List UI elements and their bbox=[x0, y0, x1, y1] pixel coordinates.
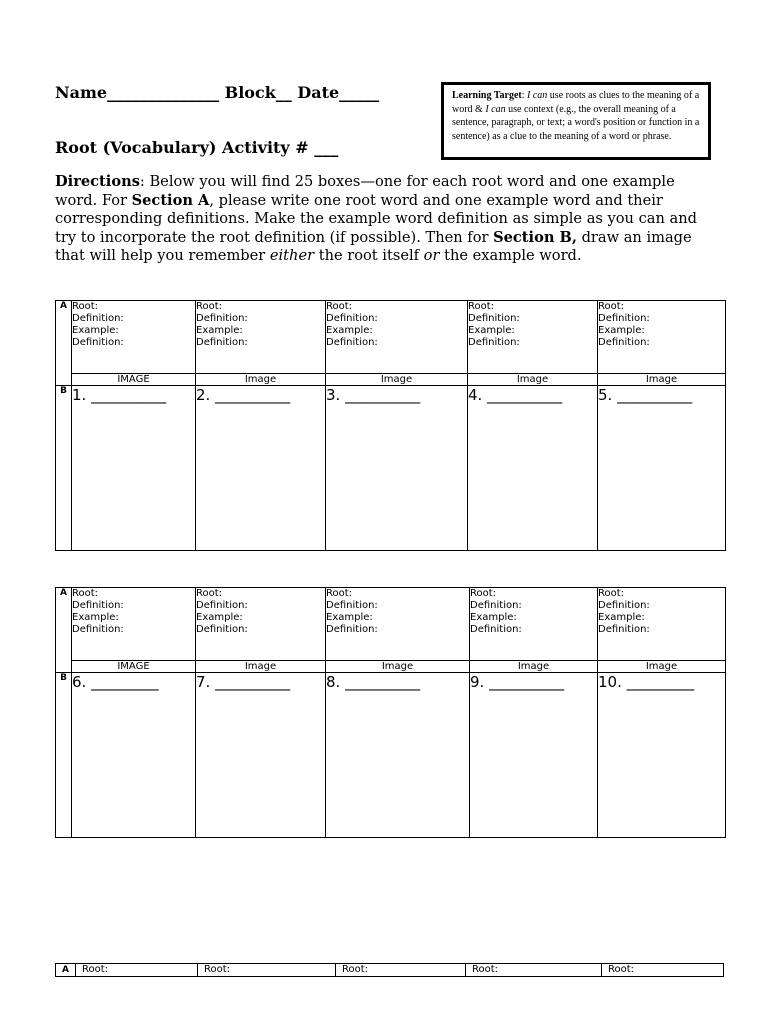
definition-label: Definition: bbox=[598, 600, 650, 611]
image-drawing-cell[interactable] bbox=[326, 386, 468, 551]
root-entry-cell[interactable] bbox=[196, 588, 326, 661]
image-label: Image bbox=[470, 661, 598, 673]
learning-target-label: Learning Target bbox=[452, 90, 522, 101]
root-label: Root: bbox=[608, 964, 635, 975]
section-a-row bbox=[56, 588, 726, 661]
box-number: 3. __________ bbox=[326, 386, 421, 404]
image-label-row bbox=[56, 374, 726, 386]
learning-target-text-3: use context (e.g., the overall meaning of a sentence, paragraph, or text; a word's position or function in a sentence) as a clue to the meaning of a word or phrase. bbox=[452, 103, 700, 142]
example-label: Example: bbox=[470, 612, 517, 623]
example-label: Example: bbox=[598, 325, 645, 336]
directions-label: Directions bbox=[55, 173, 140, 190]
section-b-row bbox=[56, 673, 726, 838]
directions-section-a: Section A bbox=[131, 191, 210, 209]
image-drawing-cell[interactable] bbox=[196, 673, 326, 838]
directions-or: or bbox=[423, 247, 440, 264]
definition-label: Definition: bbox=[72, 313, 124, 324]
image-label: Image bbox=[196, 374, 326, 386]
image-label-row bbox=[56, 661, 726, 673]
learning-target-i-can-1: I can bbox=[527, 90, 548, 101]
example-label: Example: bbox=[468, 325, 515, 336]
root-label: Root: bbox=[342, 964, 369, 975]
definition-label: Definition: bbox=[196, 624, 248, 635]
root-label: Root: bbox=[326, 588, 353, 599]
learning-target-box bbox=[441, 82, 711, 160]
root-label: Root: bbox=[472, 964, 499, 975]
definition-label: Definition: bbox=[196, 313, 248, 324]
definition-label: Definition: bbox=[598, 337, 650, 348]
image-drawing-cell[interactable] bbox=[72, 386, 196, 551]
root-label: Root: bbox=[196, 301, 223, 312]
definition-label: Definition: bbox=[326, 600, 378, 611]
root-entry-cell[interactable] bbox=[326, 588, 470, 661]
directions-either: either bbox=[269, 247, 315, 264]
root-entry-cell[interactable] bbox=[466, 964, 602, 977]
root-entry-cell[interactable] bbox=[326, 301, 468, 374]
section-a-row bbox=[56, 964, 724, 977]
root-label: Root: bbox=[196, 588, 223, 599]
image-drawing-cell[interactable] bbox=[598, 673, 726, 838]
definition-label: Definition: bbox=[72, 600, 124, 611]
image-label: IMAGE bbox=[72, 661, 196, 673]
activity-number-line[interactable]: Root (Vocabulary) Activity # ___ bbox=[55, 138, 339, 157]
root-label: Root: bbox=[204, 964, 231, 975]
root-entry-cell[interactable] bbox=[468, 301, 598, 374]
root-label: Root: bbox=[470, 588, 497, 599]
definition-label: Definition: bbox=[72, 337, 124, 348]
image-drawing-cell[interactable] bbox=[72, 673, 196, 838]
image-label: Image bbox=[326, 374, 468, 386]
definition-label: Definition: bbox=[470, 600, 522, 611]
box-number: 4. __________ bbox=[468, 386, 563, 404]
learning-target-i-can-2: I can bbox=[485, 103, 506, 115]
example-label: Example: bbox=[72, 325, 119, 336]
root-entry-cell[interactable] bbox=[336, 964, 466, 977]
learning-target-text-2: use roots as clues to the meaning of a word & bbox=[452, 90, 700, 115]
example-label: Example: bbox=[196, 325, 243, 336]
root-label: Root: bbox=[82, 964, 109, 975]
box-number: 1. __________ bbox=[72, 386, 167, 404]
example-label: Example: bbox=[196, 612, 243, 623]
box-number: 9. __________ bbox=[470, 673, 565, 691]
image-drawing-cell[interactable] bbox=[598, 386, 726, 551]
box-number: 7. __________ bbox=[196, 673, 291, 691]
section-b-row bbox=[56, 386, 726, 551]
directions-text-1: : Below you will find 25 boxes—one for each root word and one example word. For bbox=[55, 173, 675, 209]
image-label: Image bbox=[326, 661, 470, 673]
directions-text-4: the root itself bbox=[314, 247, 424, 264]
image-label: Image bbox=[196, 661, 326, 673]
image-label: Image bbox=[598, 661, 726, 673]
box-number: 8. __________ bbox=[326, 673, 421, 691]
definition-label: Definition: bbox=[196, 337, 248, 348]
image-drawing-cell[interactable] bbox=[326, 673, 470, 838]
image-drawing-cell[interactable] bbox=[468, 386, 598, 551]
example-label: Example: bbox=[326, 325, 373, 336]
definition-label: Definition: bbox=[196, 600, 248, 611]
definition-label: Definition: bbox=[326, 337, 378, 348]
section-b-label: B bbox=[56, 673, 72, 838]
root-label: Root: bbox=[598, 301, 625, 312]
root-entry-cell[interactable] bbox=[76, 964, 198, 977]
root-entry-cell[interactable] bbox=[602, 964, 724, 977]
example-label: Example: bbox=[72, 612, 119, 623]
directions-text-5: the example word. bbox=[439, 247, 582, 264]
root-entry-cell[interactable] bbox=[72, 301, 196, 374]
definition-label: Definition: bbox=[468, 337, 520, 348]
example-label: Example: bbox=[326, 612, 373, 623]
definition-label: Definition: bbox=[470, 624, 522, 635]
root-entry-cell[interactable] bbox=[598, 588, 726, 661]
learning-target-text-1: : bbox=[521, 90, 528, 101]
section-a-label: A bbox=[56, 301, 72, 386]
section-b-label: B bbox=[56, 386, 72, 551]
root-label: Root: bbox=[326, 301, 353, 312]
directions-text-2: , please write one root word and one example word and their corresponding definitions. Make the example word definition as simple as you can and try to incorporate the root definition (if possible). Then for bbox=[55, 191, 697, 246]
image-label: Image bbox=[598, 374, 726, 386]
directions-paragraph bbox=[55, 173, 715, 266]
box-number: 2. __________ bbox=[196, 386, 291, 404]
definition-label: Definition: bbox=[72, 624, 124, 635]
image-label: Image bbox=[468, 374, 598, 386]
root-entry-cell[interactable] bbox=[198, 964, 336, 977]
root-label: Root: bbox=[468, 301, 495, 312]
definition-label: Definition: bbox=[598, 313, 650, 324]
image-drawing-cell[interactable] bbox=[196, 386, 326, 551]
section-a-row bbox=[56, 301, 726, 374]
name-block-date-line[interactable]: Name______________ Block__ Date_____ bbox=[55, 83, 380, 102]
directions-section-b: Section B, bbox=[493, 228, 577, 246]
root-label: Root: bbox=[598, 588, 625, 599]
definition-label: Definition: bbox=[326, 313, 378, 324]
definition-label: Definition: bbox=[468, 313, 520, 324]
image-drawing-cell[interactable] bbox=[470, 673, 598, 838]
root-entry-cell[interactable] bbox=[470, 588, 598, 661]
box-number: 10. _________ bbox=[598, 673, 695, 691]
worksheet-table-3 bbox=[55, 963, 724, 977]
example-label: Example: bbox=[598, 612, 645, 623]
directions-text-3: draw an image that will help you remember bbox=[55, 228, 692, 264]
section-a-label: A bbox=[56, 588, 72, 673]
root-entry-cell[interactable] bbox=[72, 588, 196, 661]
box-number: 6. _________ bbox=[72, 673, 159, 691]
definition-label: Definition: bbox=[598, 624, 650, 635]
root-entry-cell[interactable] bbox=[598, 301, 726, 374]
worksheet-table-1 bbox=[55, 300, 726, 551]
definition-label: Definition: bbox=[326, 624, 378, 635]
worksheet-table-2 bbox=[55, 587, 726, 838]
box-number: 5. __________ bbox=[598, 386, 693, 404]
root-entry-cell[interactable] bbox=[196, 301, 326, 374]
root-label: Root: bbox=[72, 588, 99, 599]
section-a-label: A bbox=[56, 964, 76, 977]
image-label: IMAGE bbox=[72, 374, 196, 386]
root-label: Root: bbox=[72, 301, 99, 312]
